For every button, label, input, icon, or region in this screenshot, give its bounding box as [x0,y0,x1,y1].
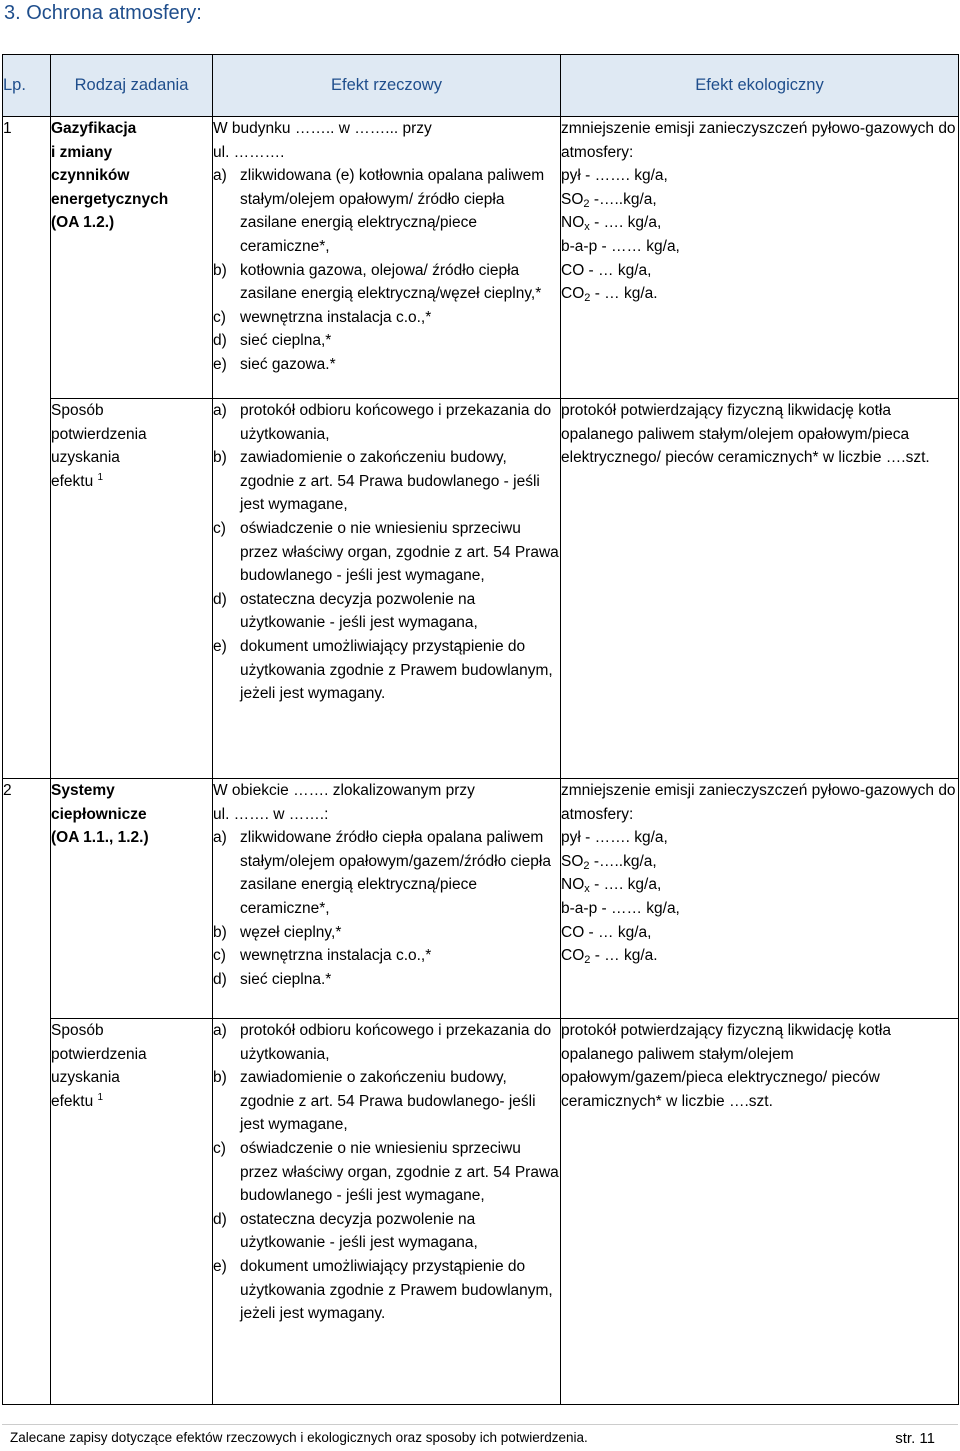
list-text: sieć cieplna,* [240,332,332,350]
list-marker: e) [213,355,227,373]
list-marker: b) [213,261,227,279]
task-line: (OA 1.2.) [51,214,115,232]
table-row [3,1019,959,1405]
material-effect [213,779,561,1019]
page-number: str. 11 [895,1430,935,1447]
list-item [213,1019,560,1066]
formula: CO [561,947,585,965]
header-ekologiczny: Efekt ekologiczny [561,55,959,117]
eco-bap: b-a-p - …… kg/a, [561,899,680,917]
row-number: 1 [3,117,51,779]
confirmation-label-line: Sposób [51,1022,104,1039]
task-line: czynników [51,167,130,185]
list-marker: a) [213,402,227,419]
confirmation-label-line: uzyskania [51,1069,120,1087]
effect-intro-line: ul. ………. [213,143,285,161]
eco-intro: zmniejszenie emisji zanieczyszczeń pyłowo-gazowych do atmosfery: [561,120,956,161]
footnote-marker: 1 [97,471,104,483]
confirmation-label-line: Sposób [51,402,104,419]
list-item [213,921,560,945]
list-text: oświadczenie o nie wniesieniu sprzeciwu przez właściwy organ, zgodnie z art. 54 Prawa budowlanego - jeśli jest wymagane, [240,519,559,585]
eco-bap: b-a-p - …… kg/a, [561,237,680,255]
task-line: i zmiany [51,143,113,161]
formula-subscript: x [584,221,590,234]
footer [10,1430,935,1445]
emission-value: - …. kg/a, [594,214,662,232]
list-item [213,446,560,517]
list-item [213,1066,560,1137]
task-name [51,117,213,399]
list-marker: d) [213,970,227,988]
task-name [51,779,213,1019]
list-text: wewnętrzna instalacja c.o.,* [240,947,432,965]
eco-pyl: pył - ……. kg/a, [561,829,668,847]
ecological-effect [561,117,959,399]
list-text: dokument umożliwiający przystąpienie do użytkowania zgodnie z Prawem budowlanym, jeżeli jest wymagany. [240,1257,553,1323]
confirmation-label-line: potwierdzenia [51,425,147,443]
list-marker: c) [213,519,226,537]
list-marker: c) [213,1139,226,1157]
effect-confirmation [213,1019,561,1405]
list-marker: a) [213,829,227,847]
list-item [213,259,560,306]
list-text: zawiadomienie o zakończeniu budowy, zgodnie z art. 54 Prawa budowlanego- jeśli jest wymagane, [240,1069,536,1134]
list-item [213,306,560,330]
emission-value: -…..kg/a, [593,190,657,208]
list-marker: a) [213,1022,227,1039]
task-line: energetycznych [51,190,169,208]
list-marker: b) [213,923,227,941]
list-item [213,588,560,635]
eco-intro: zmniejszenie emisji zanieczyszczeń pyłowo-gazowych do atmosfery: [561,782,956,823]
confirmation-label [51,399,213,779]
header-rzeczowy: Efekt rzeczowy [213,55,561,117]
list-item [213,353,560,377]
eco-co: CO - … kg/a, [561,261,652,279]
confirmation-label-line: efektu [51,472,94,490]
effect-intro-line: ul. ……. w …….: [213,805,329,823]
eco-so2 [561,850,958,874]
formula: SO [561,190,584,208]
task-line: Systemy [51,782,115,799]
list-text: zlikwidowana (e) kotłownia opalana paliwem stałym/olejem opałowym/ źródło ciepła zasilane energią elektryczną/piece ceramiczne*, [240,167,545,255]
list-item [213,944,560,968]
confirmation-list [213,1019,560,1326]
eco-co2 [561,282,958,306]
task-line: (OA 1.1., 1.2.) [51,829,149,847]
effect-intro-line: W budynku …….. w ……... przy [213,120,432,137]
list-text: sieć cieplna.* [240,970,332,988]
confirmation-label-line: uzyskania [51,449,120,467]
table-header-row [3,55,959,117]
list-text: ostateczna decyzja pozwolenie na użytkowanie - jeśli jest wymagana, [240,590,478,632]
confirmation-label [51,1019,213,1405]
confirmation-label-line: potwierdzenia [51,1045,147,1063]
list-text: kotłownia gazowa, olejowa/ źródło ciepła zasilane energią elektryczną/węzeł cieplny,* [240,261,542,303]
list-text: węzeł cieplny,* [240,923,342,941]
formula-subscript: 2 [584,292,591,305]
list-text: sieć gazowa.* [240,355,336,373]
header-rodzaj: Rodzaj zadania [51,55,213,117]
table-row [3,399,959,779]
formula-subscript: 2 [584,954,591,967]
list-text: zawiadomienie o zakończeniu budowy, zgodnie z art. 54 Prawa budowlanego - jeśli jest wymagane, [240,449,540,514]
eco-co: CO - … kg/a, [561,923,652,941]
effect-confirmation [213,399,561,779]
formula: NO [561,876,585,894]
atmosphere-table [2,54,959,1405]
list-text: oświadczenie o nie wniesieniu sprzeciwu przez właściwy organ, zgodnie z art. 54 Prawa budowlanego - jeśli jest wymagane, [240,1139,559,1205]
table-row [3,117,959,399]
row-number: 2 [3,779,51,1405]
emission-value: - …. kg/a, [594,876,662,894]
task-line: ciepłownicze [51,805,147,823]
footer-text: Zalecane zapisy dotyczące efektów rzeczowych i ekologicznych oraz sposoby ich potwierdzenia. [10,1430,588,1445]
list-marker: d) [213,332,227,350]
emission-value: - … kg/a. [594,285,658,303]
emission-value: - … kg/a. [594,947,658,965]
formula: CO [561,285,585,303]
formula-subscript: x [584,883,590,896]
list-text: protokół odbioru końcowego i przekazania do użytkowania, [240,1022,552,1063]
list-item [213,1255,560,1326]
list-text: zlikwidowane źródło ciepła opalana paliwem stałym/olejem opałowym/gazem/źródło ciepła zasilane energią elektryczną/piece ceramiczne*, [240,829,551,917]
eco-co2 [561,944,958,968]
list-text: dokument umożliwiający przystąpienie do użytkowania zgodnie z Prawem budowlanym, jeżeli jest wymagany. [240,637,553,703]
list-item [213,329,560,353]
eco-so2 [561,188,958,212]
eco-pyl: pył - ……. kg/a, [561,167,668,185]
formula-subscript: 2 [583,197,590,210]
formula: SO [561,852,584,870]
emission-value: -…..kg/a, [593,852,657,870]
footer-divider [2,1424,958,1425]
list-marker: e) [213,637,227,655]
list-text: protokół odbioru końcowego i przekazania do użytkowania, [240,402,552,443]
eco-confirmation: protokół potwierdzający fizyczną likwidację kotła opalanego paliwem stałym/olejem opałowym/pieca elektrycznego/ pieców ceramicznych* w liczbie ….szt. [561,399,959,779]
list-item [213,1208,560,1255]
confirmation-label-line-last [51,1090,212,1114]
effect-intro-line: W obiekcie ……. zlokalizowanym przy [213,782,475,799]
ecological-effect [561,779,959,1019]
list-item [213,968,560,992]
list-marker: c) [213,308,226,326]
footnote-marker: 1 [97,1091,104,1103]
effect-list [213,164,560,376]
formula: NO [561,214,585,232]
list-marker: c) [213,947,226,965]
list-marker: b) [213,1069,227,1087]
confirmation-label-line: efektu [51,1092,94,1110]
eco-nox [561,211,958,235]
list-text: wewnętrzna instalacja c.o.,* [240,308,432,326]
list-item [213,164,560,258]
confirmation-list [213,399,560,706]
task-line: Gazyfikacja [51,120,137,137]
list-item [213,826,560,920]
list-item [213,399,560,446]
list-item [213,1137,560,1208]
list-item [213,517,560,588]
list-marker: e) [213,1257,227,1275]
eco-confirmation: protokół potwierdzający fizyczną likwidację kotła opalanego paliwem stałym/olejem opałowym/gazem/pieca elektrycznego/ pieców ceramicznych* w liczbie ….szt. [561,1019,959,1405]
list-marker: a) [213,167,227,185]
list-text: ostateczna decyzja pozwolenie na użytkowanie - jeśli jest wymagana, [240,1210,478,1252]
confirmation-label-line-last [51,470,212,494]
effect-list [213,826,560,991]
list-marker: d) [213,590,227,608]
eco-nox [561,873,958,897]
table-row [3,779,959,1019]
header-lp: Lp. [3,55,51,117]
list-item [213,635,560,706]
list-marker: b) [213,449,227,467]
section-title: 3. Ochrona atmosfery: [4,2,202,24]
list-marker: d) [213,1210,227,1228]
formula-subscript: 2 [583,859,590,872]
material-effect [213,117,561,399]
